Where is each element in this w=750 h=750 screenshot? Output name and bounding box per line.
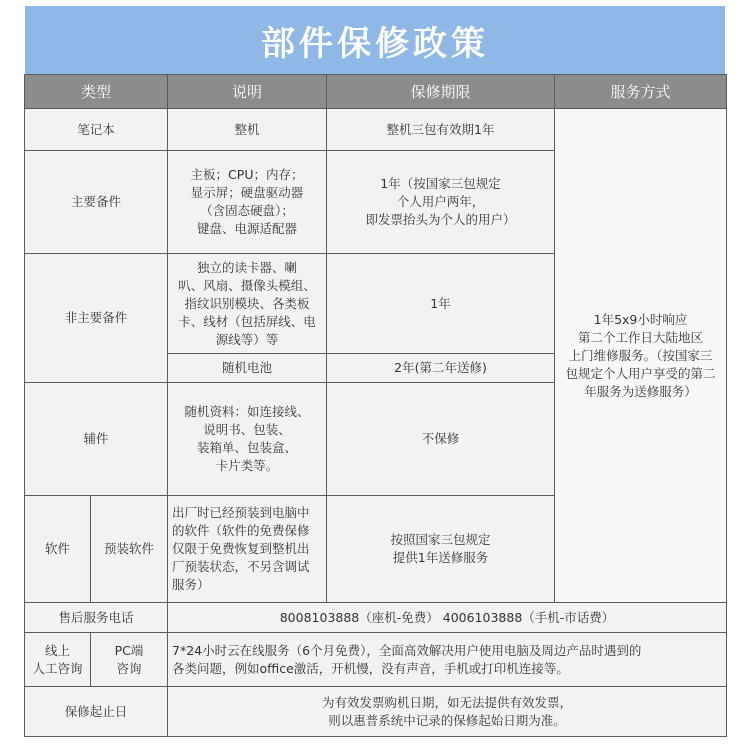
header-type: 类型 — [25, 75, 168, 109]
online-value: 7*24小时云在线服务（6个月免费），全面高效解决用户使用电脑及周边产品时遇到的 各类问题，例如office激活，开机慢，没有声音，手机或打印机连接等。 — [168, 633, 727, 687]
row-software-type: 软件 — [25, 496, 91, 603]
row-software-period: 按照国家三包规定 提供1年送修服务 — [327, 496, 555, 603]
row-notebook-period: 整机三包有效期1年 — [327, 109, 555, 151]
table-row — [25, 687, 727, 737]
row-battery-desc: 随机电池 — [168, 354, 327, 383]
row-software-subtype: 预装软件 — [91, 496, 168, 603]
row-software-desc: 出厂时已经预装到电脑中 的软件（软件的免费保修 仅限于免费恢复到整机出 厂预装状态，不另含调试 服务） — [168, 496, 327, 603]
row-major-period: 1年（按国家三包规定 个人用户两年， 即发票抬头为个人的用户） — [327, 151, 555, 254]
warranty-policy-table — [24, 74, 727, 737]
service-method: 1年5x9小时响应 第二个工作日大陆地区 上门维修服务。（按国家三 包规定个人用户享受的第二 年服务为送修服务） — [555, 109, 727, 603]
row-accessory-period: 不保修 — [327, 383, 555, 496]
row-notebook-desc: 整机 — [168, 109, 327, 151]
header-desc: 说明 — [168, 75, 327, 109]
row-minor-desc: 独立的读卡器、喇 叭、风扇、摄像头模组、 指纹识别模块、各类板 卡、线材（包括屏线、电 源线等）等 — [168, 254, 327, 354]
header-period: 保修期限 — [327, 75, 555, 109]
row-notebook-type: 笔记本 — [25, 109, 168, 151]
row-major-type: 主要备件 — [25, 151, 168, 254]
row-accessory-desc: 随机资料：如连接线、 说明书、包装、 装箱单、包装盒、 卡片类等。 — [168, 383, 327, 496]
row-major-desc: 主板；CPU；内存； 显示屏；硬盘驱动器 （含固态硬盘）； 键盘、电源适配器 — [168, 151, 327, 254]
online-sublabel: PC端 咨询 — [91, 633, 168, 687]
hotline-value: 8008103888（座机-免费） 4006103888（手机-市话费） — [168, 603, 727, 633]
row-minor-period: 1年 — [327, 254, 555, 354]
online-label: 线上 人工咨询 — [25, 633, 91, 687]
page-title: 部件保修政策 — [261, 23, 489, 64]
row-accessory-type: 辅件 — [25, 383, 168, 496]
start-date-label: 保修起止日 — [25, 687, 168, 737]
row-minor-type: 非主要备件 — [25, 254, 168, 383]
start-date-value: 为有效发票购机日期，如无法提供有效发票， 则以惠普系统中记录的保修起始日期为准。 — [168, 687, 727, 737]
header-service: 服务方式 — [555, 75, 727, 109]
hotline-label: 售后服务电话 — [25, 603, 168, 633]
row-battery-period: 2年(第二年送修) — [327, 354, 555, 383]
header-row — [25, 75, 727, 109]
table-row — [25, 633, 727, 687]
title-bar — [25, 6, 725, 74]
table-row — [25, 109, 727, 151]
table-row — [25, 603, 727, 633]
